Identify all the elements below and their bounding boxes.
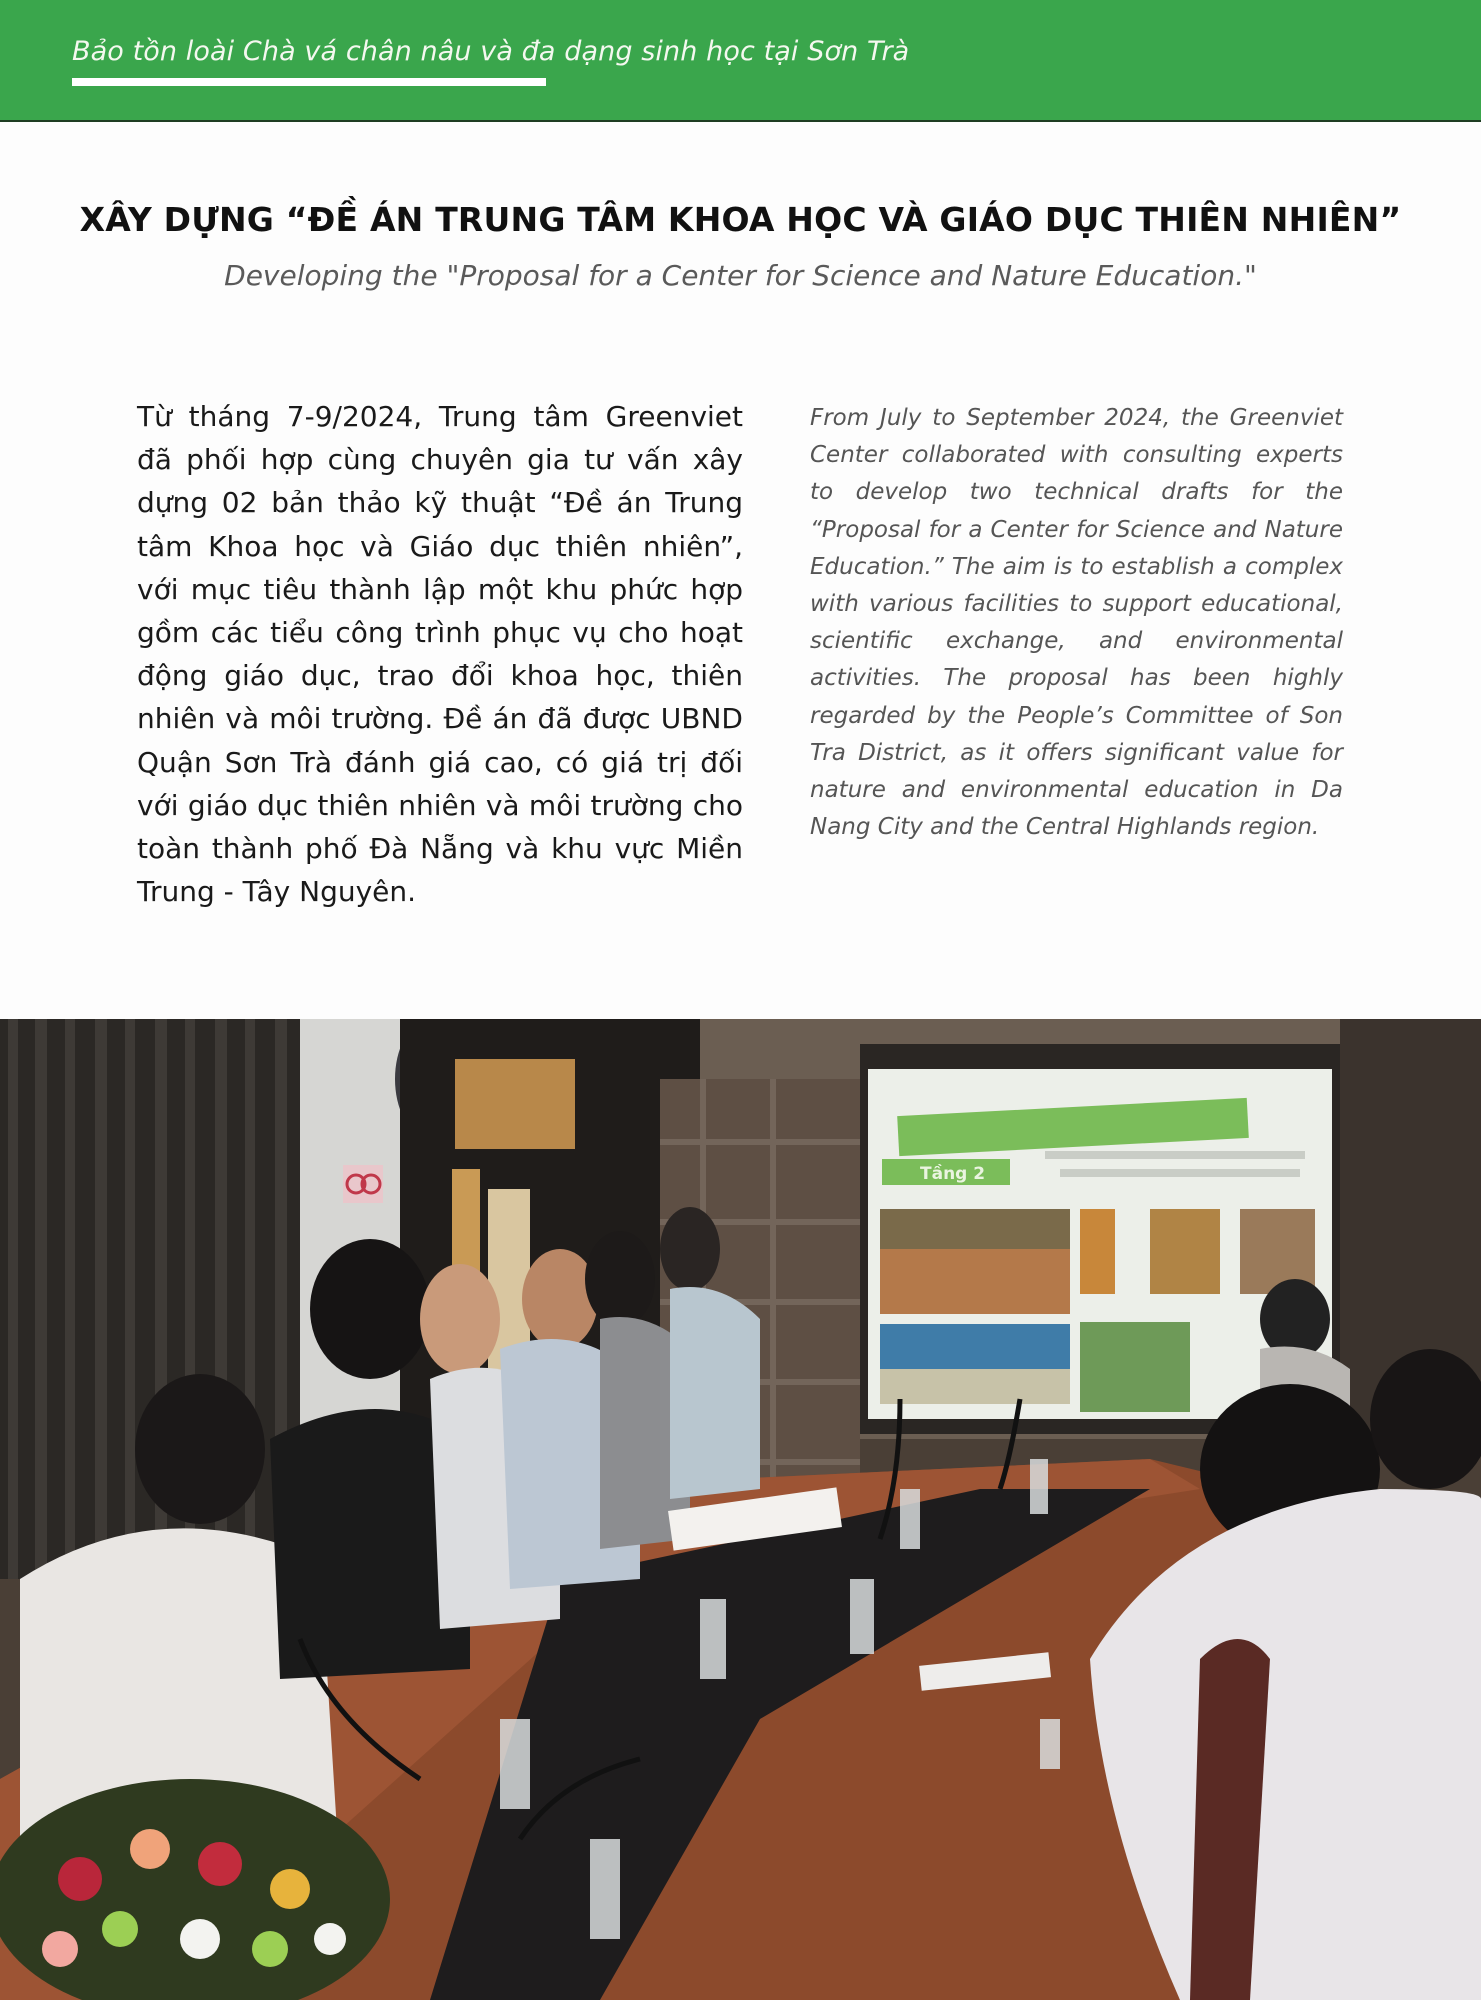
header-band [0, 0, 1481, 122]
body-english: From July to September 2024, the Greenviet Center collaborated with consulting experts to develop two technical drafts for the “Proposal for a Center for Science and Nature Education.” The aim is to establish a complex with various facilities to support educational, scientific exchange, and environmental activities. The proposal has been highly regarded by the People’s Committee of Son Tra District, as it offers significant value for nature and environmental education in Da Nang City and the Central Highlands region. [810, 405, 1343, 841]
section-title: Bảo tồn loài Chà vá chân nâu và đa dạng sinh học tại Sơn Trà [72, 36, 910, 67]
article-title: XÂY DỰNG “ĐỀ ÁN TRUNG TÂM KHOA HỌC VÀ GIÁO DỤC THIÊN NHIÊN” [79, 200, 1402, 239]
article-subtitle: Developing the "Proposal for a Center for Science and Nature Education." [224, 259, 1257, 292]
body-vietnamese: Từ tháng 7-9/2024, Trung tâm Greenviet đã phối hợp cùng chuyên gia tư vấn xây dựng 02 bản thảo kỹ thuật “Đề án Trung tâm Khoa học và Giáo dục thiên nhiên”, với mục tiêu thành lập một khu phức hợp gồm các tiểu công trình phục vụ cho hoạt động giáo dục, trao đổi khoa học, thiên nhiên và môi trường. Đề án đã được UBND Quận Sơn Trà đánh giá cao, có giá trị đối với giáo dục thiên nhiên và môi trường cho toàn thành phố Đà Nẵng và khu vực Miền Trung - Tây Nguyên. [137, 400, 743, 909]
section-title-underline [72, 78, 546, 86]
slide-label: Tầng 2 [920, 1164, 986, 1184]
meeting-photo [0, 1019, 1481, 2000]
